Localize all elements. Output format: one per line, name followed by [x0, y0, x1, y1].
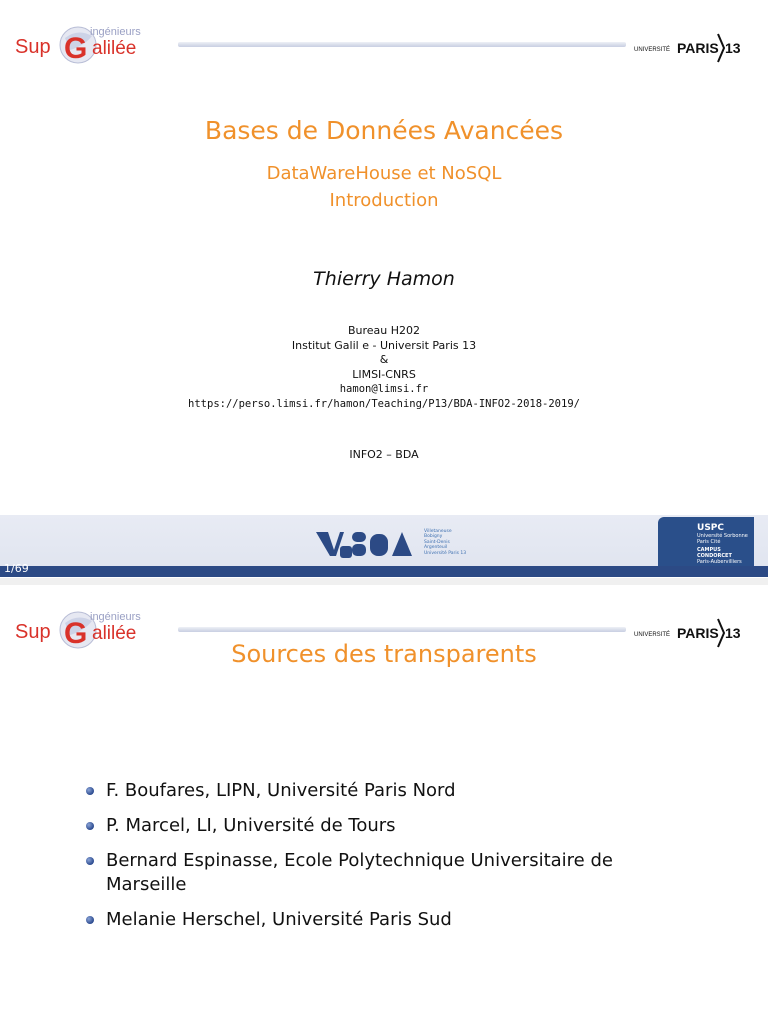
- course-url: https://perso.limsi.fr/hamon/Teaching/P13/BDA-INFO2-2018-2019/: [188, 397, 580, 410]
- vbsda-cities: [424, 529, 466, 556]
- logo-galilee: alilée: [92, 623, 137, 644]
- logo-paris: PARIS: [677, 40, 719, 56]
- uspc-u: U: [697, 523, 705, 533]
- email: hamon@limsi.fr: [339, 383, 429, 395]
- city: Argenteuil: [424, 545, 448, 551]
- list-item: [82, 908, 682, 932]
- logo-galilee: alilée: [92, 38, 137, 59]
- uspc-line: Paris Cité: [697, 539, 721, 545]
- sup-galilee-logo: [10, 20, 170, 70]
- slide-subtitle: [0, 160, 768, 214]
- bullet-icon: [86, 787, 94, 795]
- ampersand: &: [379, 353, 389, 366]
- paris13-logo: [632, 26, 752, 70]
- office: Bureau H202: [347, 324, 421, 337]
- uspc-text: [697, 524, 757, 565]
- list-item: [82, 849, 682, 897]
- header-rule: [178, 42, 626, 47]
- list-item-text: Bernard Espinasse, Ecole Polytechnique Universitaire de Marseille: [106, 850, 613, 895]
- city: Bobigny: [424, 534, 443, 540]
- list-item: [82, 779, 682, 803]
- author-info: [0, 324, 768, 411]
- bullet-icon: [86, 916, 94, 924]
- logo-g: G: [64, 617, 88, 650]
- city: Saint-Denis: [424, 539, 450, 545]
- uspc-condorcet: CONDORCET: [697, 553, 732, 559]
- slide-separator: [0, 578, 768, 585]
- slide-title: Bases de Données Avancées: [204, 116, 564, 145]
- slide-title: Sources des transparents: [231, 640, 537, 668]
- list-item-text: P. Marcel, LI, Université de Tours: [106, 815, 396, 836]
- list-item-text: F. Boufares, LIPN, Université Paris Nord: [106, 780, 456, 801]
- author-name: Thierry Hamon: [313, 268, 455, 290]
- logo-ingenieurs: ingénieurs: [90, 26, 141, 38]
- logo-g: G: [64, 32, 88, 65]
- logo-paris: PARIS: [677, 625, 719, 641]
- sources-list: [82, 779, 682, 943]
- uspc-line: Paris-Aubervilliers: [697, 559, 742, 565]
- logo-sup: Sup: [15, 621, 51, 643]
- uspc-pc: PC: [710, 523, 724, 533]
- bullet-icon: [86, 857, 94, 865]
- list-item-text: Melanie Herschel, Université Paris Sud: [106, 909, 452, 930]
- course-name: INFO2 – BDA: [349, 448, 419, 461]
- list-item: [82, 814, 682, 838]
- uspc-line: Université Sorbonne: [697, 533, 748, 539]
- logo-universite: UNIVERSITÉ: [634, 632, 671, 638]
- city: Villetaneuse: [424, 529, 452, 534]
- uspc-s: S: [704, 523, 711, 533]
- lab: LIMSI-CNRS: [352, 367, 416, 381]
- footer-bar: [0, 566, 768, 577]
- logo-13: 13: [725, 625, 741, 641]
- header-rule: [178, 627, 626, 632]
- subtitle-line-1: DataWareHouse et NoSQL: [266, 163, 502, 184]
- bullet-icon: [86, 822, 94, 830]
- subtitle-line-2: Introduction: [329, 190, 439, 211]
- institute: Institut Galil e - Universit Paris 13: [291, 338, 477, 352]
- logo-13: 13: [725, 40, 741, 56]
- page-number: 1/69: [4, 562, 29, 575]
- city: Université Paris 13: [424, 550, 467, 556]
- vbsda-logo: [314, 528, 424, 560]
- uspc-campus: CAMPUS: [697, 547, 721, 553]
- logo-sup: Sup: [15, 36, 51, 58]
- logo-universite: UNIVERSITÉ: [634, 47, 671, 53]
- logo-ingenieurs: ingénieurs: [90, 611, 141, 623]
- slide-2: [0, 585, 768, 1024]
- slide-header: [0, 0, 768, 70]
